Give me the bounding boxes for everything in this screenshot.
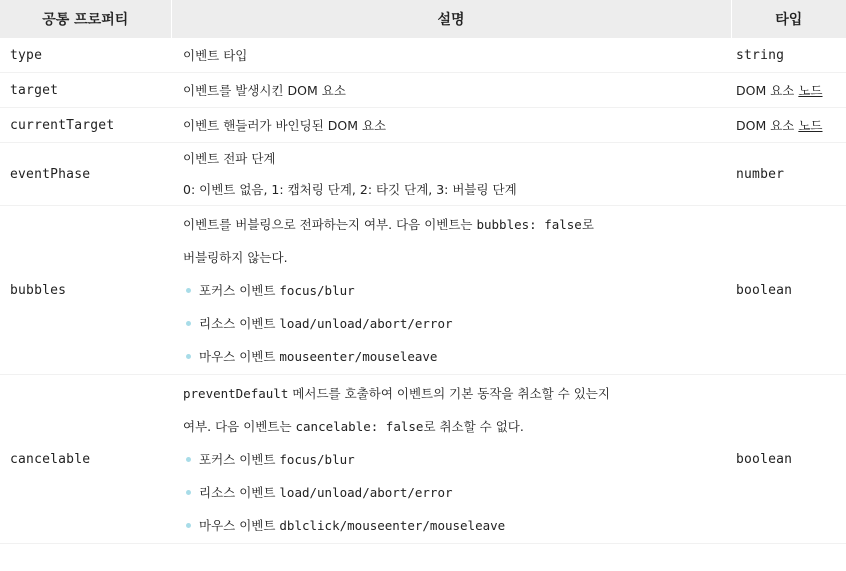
description-code: preventDefault xyxy=(183,385,289,401)
description-text: 여부. 다음 이벤트는 xyxy=(183,418,296,434)
bullet-code: mouseenter/mouseleave xyxy=(279,348,438,364)
bullet-item xyxy=(183,476,731,509)
bullet-item xyxy=(183,340,731,373)
property-name: bubbles xyxy=(0,206,171,375)
description-line xyxy=(183,377,731,410)
property-type: string xyxy=(731,38,846,73)
property-name: currentTarget xyxy=(0,108,171,143)
bullet-label: 포커스 이벤트 xyxy=(199,451,280,467)
header-type: 타입 xyxy=(731,0,846,38)
description-text: 로 xyxy=(581,216,594,232)
bullet-label: 마우스 이벤트 xyxy=(199,517,280,533)
property-type xyxy=(731,73,846,108)
bullet-dot-icon xyxy=(186,457,191,462)
table-row-type xyxy=(0,38,846,73)
property-name: cancelable xyxy=(0,375,171,544)
table-row-cancelable xyxy=(0,375,846,544)
description-line xyxy=(183,208,731,241)
property-description xyxy=(171,206,731,375)
description-text: 이벤트를 버블링으로 전파하는지 여부. 다음 이벤트는 xyxy=(183,216,477,232)
description-code: cancelable: false xyxy=(295,418,424,434)
description-code: bubbles: false xyxy=(476,216,582,232)
description-line: 이벤트 전파 단계 xyxy=(183,151,276,166)
header-property: 공통 프로퍼티 xyxy=(0,0,171,38)
property-name: eventPhase xyxy=(0,143,171,206)
bullet-item xyxy=(183,509,731,542)
bullet-dot-icon xyxy=(186,490,191,495)
bullet-dot-icon xyxy=(186,288,191,293)
property-description xyxy=(171,375,731,544)
bullet-label: 포커스 이벤트 xyxy=(199,282,280,298)
property-type: number xyxy=(731,143,846,206)
bullet-code: load/unload/abort/error xyxy=(279,315,453,331)
type-text: DOM 요소 xyxy=(736,118,795,133)
bullet-label: 마우스 이벤트 xyxy=(199,348,280,364)
bullet-code: load/unload/abort/error xyxy=(279,484,453,500)
bullet-dot-icon xyxy=(186,523,191,528)
table-row-target xyxy=(0,73,846,108)
property-type: boolean xyxy=(731,206,846,375)
bullet-dot-icon xyxy=(186,354,191,359)
description-text: 로 취소할 수 없다. xyxy=(423,418,524,434)
property-type xyxy=(731,108,846,143)
description-line: 버블링하지 않는다. xyxy=(183,249,288,265)
property-name: type xyxy=(0,38,171,73)
bullet-item xyxy=(183,307,731,340)
property-description xyxy=(171,143,731,206)
property-description: 이벤트를 발생시킨 DOM 요소 xyxy=(171,73,731,108)
type-text: DOM 요소 xyxy=(736,83,795,98)
header-description: 설명 xyxy=(171,0,731,38)
description-line: 0: 이벤트 없음, 1: 캡처링 단계, 2: 타깃 단계, 3: 버블링 단계 xyxy=(183,182,517,197)
property-type: boolean xyxy=(731,375,846,544)
bullet-item xyxy=(183,443,731,476)
bullet-code: focus/blur xyxy=(279,282,355,298)
table-row-currenttarget xyxy=(0,108,846,143)
bullet-code: focus/blur xyxy=(279,451,355,467)
property-description: 이벤트 타입 xyxy=(171,38,731,73)
property-name: target xyxy=(0,73,171,108)
table-row-bubbles xyxy=(0,206,846,375)
bullet-code: dblclick/mouseenter/mouseleave xyxy=(279,517,506,533)
type-text-underlined: 노드 xyxy=(798,118,823,133)
property-description: 이벤트 핸들러가 바인딩된 DOM 요소 xyxy=(171,108,731,143)
header-row xyxy=(0,0,846,38)
bullet-dot-icon xyxy=(186,321,191,326)
type-text-underlined: 노드 xyxy=(798,83,823,98)
description-line xyxy=(183,410,731,443)
bullet-item xyxy=(183,274,731,307)
bullet-label: 리소스 이벤트 xyxy=(199,315,280,331)
description-text: 메서드를 호출하여 이벤트의 기본 동작을 취소할 수 있는지 xyxy=(288,385,610,401)
bullet-label: 리소스 이벤트 xyxy=(199,484,280,500)
table-row-eventphase xyxy=(0,143,846,206)
